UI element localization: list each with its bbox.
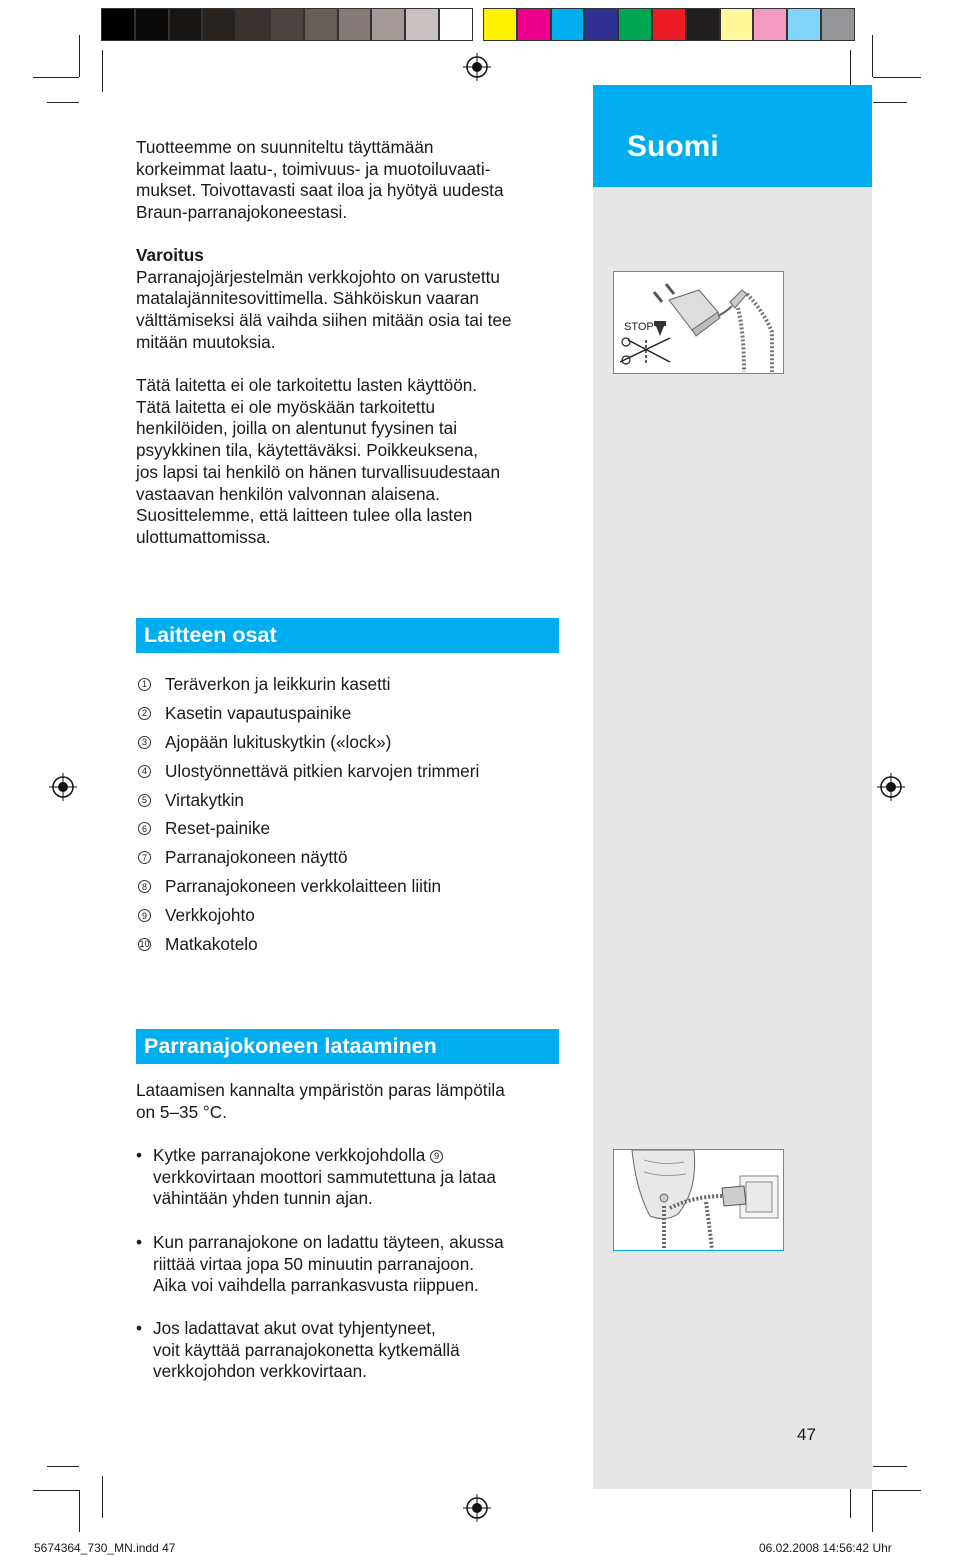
warning-line: välttämiseksi älä vaihda siihen mitään osia tai tee [136,310,512,331]
list-item [136,728,566,757]
bullet-text: Jos ladattavat akut ovat tyhjentyneet, [153,1318,436,1338]
item-label: Parranajokoneen verkkolaitteen liitin [165,876,442,897]
parts-section-header [136,618,559,653]
intro-paragraph [136,137,566,224]
intro-line: korkeimmat laatu-, toimivuus- ja muotoiluvaati- [136,158,491,179]
item-label: Teräverkon ja leikkurin kasetti [165,673,391,694]
item-label: Verkkojohto [165,905,255,926]
item-number: 7 [138,851,151,864]
list-item [136,872,566,901]
warning-line: Parranajojärjestelmän verkkojohto on varustettu [136,266,500,287]
item-label: Reset-painike [165,818,271,839]
notice-line: Tätä laitetta ei ole myöskään tarkoitettu [136,396,436,417]
intro-line: Braun-parranajokoneestasi. [136,202,348,223]
parts-section-title: Laitteen osat [144,623,277,647]
color-swatch [787,8,821,41]
bullet-dot: • [136,1318,143,1338]
color-swatch [304,8,338,41]
item-label: Ulostyönnettävä pitkien karvojen trimmeri [165,760,480,781]
children-notice [136,375,566,549]
crop-mark [79,35,80,77]
bullet-text: voit käyttää parranajokonetta kytkemällä [153,1339,460,1360]
registration-mark-icon [463,53,491,81]
item-number: 10 [139,939,150,950]
notice-line: jos lapsi tai henkilö on hänen turvallisuudestaan [136,461,501,482]
item-label: Ajopään lukituskytkin («lock») [165,731,392,752]
warning-line: matalajännitesovittimella. Sähköiskun vaaran [136,288,479,309]
bullet-text: vähintään yhden tunnin ajan. [153,1188,373,1209]
item-label: Virtakytkin [165,789,244,810]
item-number: 6 [138,822,151,835]
color-swatch [405,8,439,41]
list-item [136,930,566,959]
process-color-bar [483,8,855,41]
stop-label: STOP [624,321,654,333]
list-item [136,786,566,815]
item-label: Matkakotelo [165,933,258,954]
charging-section-header [136,1029,559,1064]
temp-line: on 5–35 °C. [136,1101,227,1122]
color-swatch [338,8,372,41]
item-label: Parranajokoneen näyttö [165,847,348,868]
color-swatch [101,8,135,41]
page-number: 47 [797,1425,816,1444]
color-swatch [517,8,551,41]
crop-mark [873,1490,921,1491]
item-number: 9 [138,909,151,922]
color-swatch [720,8,754,41]
notice-line: psyykkinen tila, käytettäväksi. Poikkeuksena, [136,440,479,461]
warning-line: mitään muutoksia. [136,331,276,352]
notice-line: vastaavan henkilön valvonnan alaisena. [136,483,440,504]
item-number: 3 [138,736,151,749]
list-item [136,670,566,699]
notice-line: ulottumattomissa. [136,526,271,547]
notice-line: Tätä laitetta ei ole tarkoitettu lasten käyttöön. [136,375,478,395]
crop-mark [47,1466,79,1467]
bullet-text: riittää virtaa jopa 50 minuutin parranajoon. [153,1253,475,1274]
color-swatch [439,8,473,41]
file-slug: 5674364_730_MN.indd 47 [34,1541,176,1555]
color-swatch [618,8,652,41]
item-number: 9 [430,1150,443,1163]
registration-mark-icon [463,1494,491,1522]
charging-bullet [136,1232,566,1297]
registration-mark-icon [49,773,77,801]
language-title: Suomi [627,130,719,163]
color-swatch [686,8,720,41]
parts-list [136,670,566,959]
list-item [136,699,566,728]
item-number: 1 [138,678,151,691]
list-item [136,901,566,930]
color-swatch [169,8,203,41]
item-number: 8 [138,880,151,893]
warning-title: Varoitus [136,245,204,265]
color-swatch [551,8,585,41]
bullet-text: Kytke parranajokone verkkojohdolla [153,1145,431,1165]
temperature-note [136,1080,566,1123]
registration-mark-icon [877,773,905,801]
color-swatch [270,8,304,41]
crop-mark [873,102,907,103]
warning-block [136,245,566,354]
crop-mark [872,35,873,77]
color-swatch [371,8,405,41]
crop-mark [873,77,921,78]
color-swatch [135,8,169,41]
crop-mark [47,102,79,103]
charging-bullet [136,1145,566,1210]
temp-line: Lataamisen kannalta ympäristön paras lämpötila [136,1080,505,1100]
figure-plug-warning [613,271,784,374]
crop-mark [33,1490,79,1491]
bullet-dot: • [136,1232,143,1252]
plug-adapter-illustration [614,272,783,373]
figure-shaver-charging [613,1149,784,1251]
crop-mark [102,50,103,92]
item-label: Kasetin vapautuspainike [165,702,352,723]
crop-mark [872,1490,873,1532]
charging-section-title: Parranajokoneen lataaminen [144,1034,437,1058]
date-slug: 06.02.2008 14:56:42 Uhr [759,1541,892,1555]
crop-mark [33,77,79,78]
item-number: 2 [138,707,151,720]
bullet-text: verkkovirtaan moottori sammutettuna ja lataa [153,1166,496,1187]
color-swatch [821,8,855,41]
bullet-text: verkkojohdon verkkovirtaan. [153,1361,367,1382]
bullet-text: Kun parranajokone on ladattu täyteen, akussa [153,1232,504,1252]
color-swatch [236,8,270,41]
list-item [136,757,566,786]
item-number: 4 [138,765,151,778]
gray-color-bar [101,8,473,41]
intro-line: mukset. Toivottavasti saat iloa ja hyötyä uudesta [136,180,504,201]
color-swatch [584,8,618,41]
shaver-charging-illustration [614,1150,783,1250]
list-item [136,814,566,843]
charging-bullet [136,1318,566,1383]
item-number: 5 [138,794,151,807]
crop-mark [873,1466,907,1467]
list-item [136,843,566,872]
notice-line: Suosittelemme, että laitteen tulee olla lasten [136,505,473,526]
color-swatch [753,8,787,41]
color-swatch [652,8,686,41]
intro-line: Tuotteemme on suunniteltu täyttämään [136,137,434,157]
crop-mark [79,1490,80,1532]
color-swatch [483,8,517,41]
notice-line: henkilöiden, joilla on alentunut fyysinen tai [136,418,458,439]
bullet-dot: • [136,1145,143,1165]
color-swatch [202,8,236,41]
crop-mark [102,1476,103,1518]
bullet-text: Aika voi vaihdella parrankasvusta riippuen. [153,1275,479,1296]
